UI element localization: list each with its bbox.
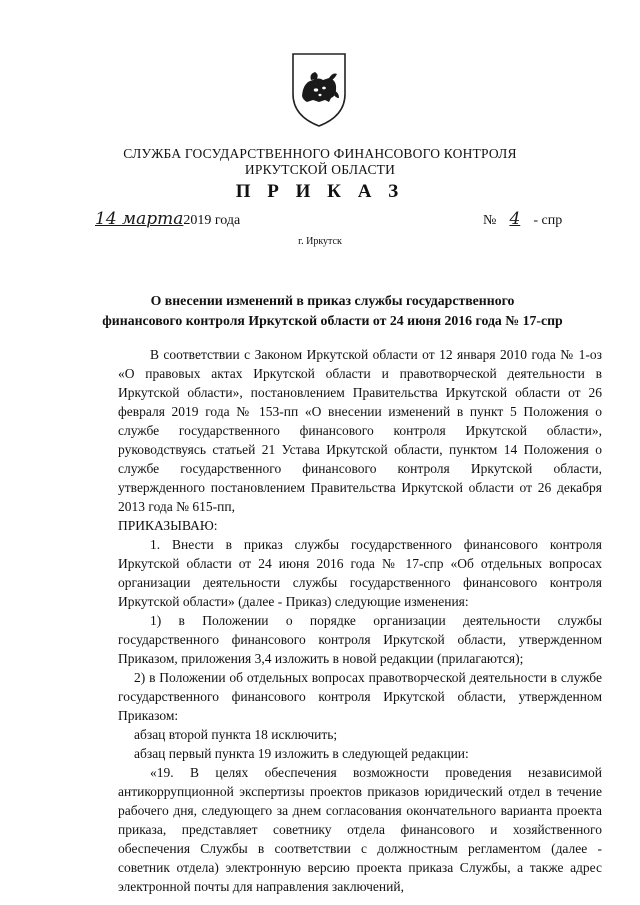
number-suffix: - спр [533, 213, 563, 228]
paragraph-subitem-1: 1) в Положении о порядке организации деятельности службы государственного финансового контроля Иркутской области, утвержденном Приказом, приложения 3,4 изложить в новой редакции (прилагаются); [118, 613, 602, 666]
document-body [118, 345, 602, 896]
organization-name-line2: ИРКУТСКОЙ ОБЛАСТИ [244, 162, 396, 177]
city-line: г. Иркутск [298, 236, 342, 247]
organization-name-line1: СЛУЖБА ГОСУДАРСТВЕННОГО ФИНАНСОВОГО КОНТРОЛЯ [123, 146, 517, 161]
paragraph-clause-18: абзац второй пункта 18 исключить; [134, 727, 338, 742]
handwritten-date: 14 марта [95, 209, 184, 229]
document-heading [60, 291, 605, 331]
heading-line2: финансового контроля Иркутской области от 24 июня 2016 года № 17-спр [102, 313, 563, 328]
paragraph-clause-19-text: «19. В целях обеспечения возможности проведения независимой антикоррупционной экспертизы проектов приказов юридический отдел в течение рабочего дня, следующего за днем согласования окончательного варианта проекта приказа, представляет советнику отдела финансового и хозяйственного обеспечения Службы в соответствии с должностным регламентом (далее - советник отдела) электронную версию проекта приказа Службы, а также адрес электронной почты для направления заключений, [118, 765, 602, 894]
heading-line1: О внесении изменений в приказ службы государственного [150, 293, 515, 308]
order-word: ПРИКАЗЫВАЮ: [118, 518, 218, 533]
order-number [483, 209, 562, 229]
document-type-title: П Р И К А З [235, 181, 405, 202]
paragraph-preamble: В соответствии с Законом Иркутской области от 12 января 2010 года № 1-оз «О правовых актах Иркутской области и правотворческой деятельности в Иркутской области», постановлением Правительства Иркутской области от 26 февраля 2019 года № 153-пп «О внесении изменений в пункт 5 Положения о службе государственного финансового контроля Иркутской области», руководствуясь статьей 21 Устава Иркутской области, пунктом 14 Положения о службе государственного финансового контроля Иркутской области, утвержденного постановлением Правительства Иркутской области от 26 декабря 2013 года № 615-пп, [118, 347, 602, 514]
paragraph-subitem-2: 2) в Положении об отдельных вопросах правотворческой деятельности в службе государственного финансового контроля Иркутской области, утвержденном Приказом: [118, 670, 602, 723]
paragraph-item-1: 1. Внести в приказ службы государственного финансового контроля Иркутской области от 24 июня 2016 года № 17-спр «Об отдельных вопросах организации деятельности службы государственного финансового контроля Иркутской области» (далее - Приказ) следующие изменения: [118, 537, 602, 609]
date-year: 2019 года [183, 213, 241, 228]
coat-of-arms-icon [289, 50, 349, 128]
handwritten-number: 4 [509, 209, 521, 229]
paragraph-clause-19-intro: абзац первый пункта 19 изложить в следующей редакции: [134, 746, 469, 761]
number-sign: № [483, 213, 497, 228]
order-date [95, 209, 240, 229]
